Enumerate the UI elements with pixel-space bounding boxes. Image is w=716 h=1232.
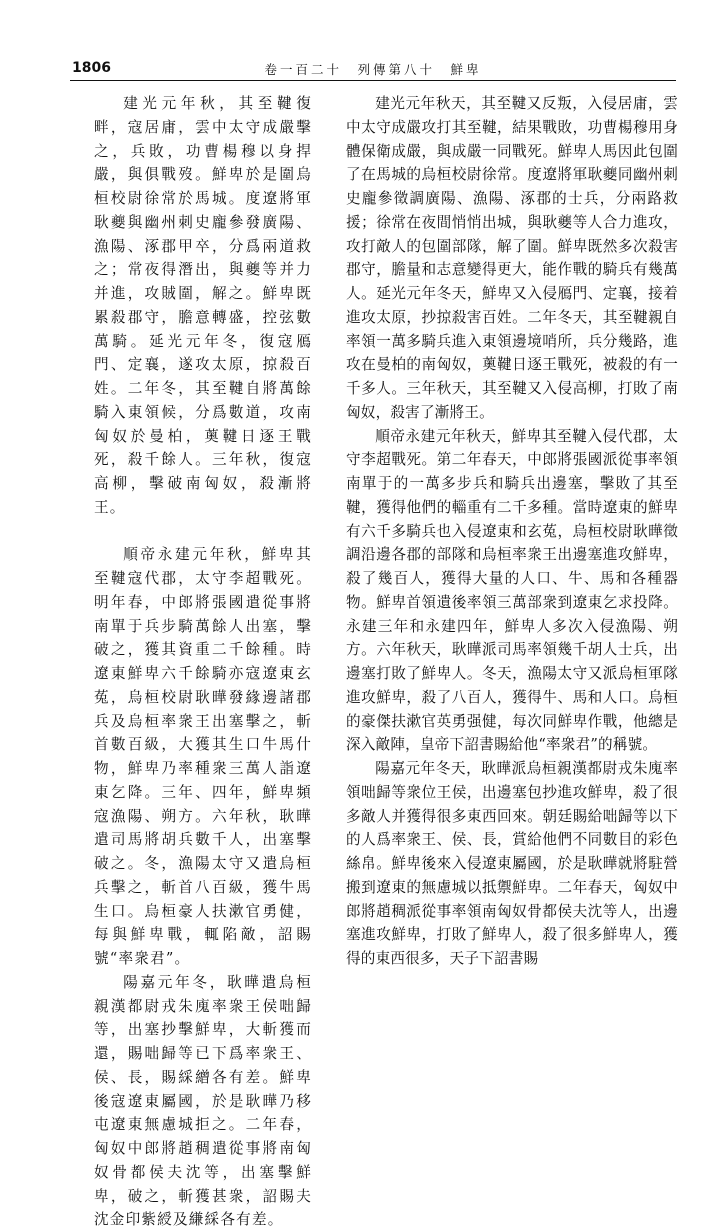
classical-paragraph: 順帝永建元年秋，鮮卑其至鞬寇代郡，太守李超戰死。明年春，中郎將張國遣從事將南單于兵步騎萬餘人出塞，擊破之，獲其資重二千餘種。時遼東鮮卑六千餘騎亦寇遼東玄菟，烏桓校尉耿曄發緣邊諸郡兵及烏桓率衆王出塞擊之，斬首數百級，大獲其生口牛馬什物，鮮卑乃率種衆三萬人詣遼東乞降。三年、四年，鮮卑頻寇漁陽、朔方。六年秋，耿曄遣司馬將胡兵數千人，出塞擊破之。冬，漁陽太守又遣烏桓兵擊之，斬首八百級，獲牛馬生口。烏桓豪人扶漱官勇健，每與鮮卑戰，輒陷敵，詔賜號“率衆君”。 bbox=[94, 546, 312, 967]
running-title: 卷一百二十 列傳第八十 鮮卑 bbox=[264, 62, 482, 77]
page-header bbox=[70, 58, 676, 81]
translation-paragraph: 建光元年秋天，其至鞬又反叛，入侵居庸，雲中太守成嚴攻打其至鞬，結果戰敗，功曹楊穆用身體保衛成嚴，與成嚴一同戰死。鮮卑人馬因此包圍了在馬城的烏桓校尉徐常。度遼將軍耿夔同幽州刺史龐參徵調廣陽、漁陽、涿郡的士兵，分兩路救援；徐常在夜間悄悄出城，與耿夔等人合力進攻，攻打敵人的包圍部隊，解了圍。鮮卑既然多次殺害郡守，膽量和志意變得更大，能作戰的騎兵有幾萬人。延光元年冬天，鮮卑又入侵鴈門、定襄，接着進攻太原，抄掠殺害百姓。二年冬天，其至鞬親自率領一萬多騎兵進入東領邊境哨所，兵分幾路，進攻在曼柏的南匈奴，薁鞬日逐王戰死，被殺的有一千多人。三年秋天，其至鞬又入侵高柳，打敗了南匈奴，殺害了漸將王。 bbox=[346, 95, 678, 421]
translation-paragraph: 順帝永建元年秋天，鮮卑其至鞬入侵代郡，太守李超戰死。第二年春天，中郎將張國派從事率領南單于的一萬多步兵和騎兵出邊塞，擊敗了其至鞬，獲得他們的輜重有二千多種。當時遼東的鮮卑有六千多騎兵也入侵遼東和玄菟，烏桓校尉耿曄徵調沿邊各郡的部隊和烏桓率衆王出邊塞進攻鮮卑，殺了幾百人，獲得大量的人口、牛、馬和各種器物。鮮卑首領遺後率領三萬部衆到遼東乞求投降。永建三年和永建四年，鮮卑人多次入侵漁陽、朔方。六年秋天，耿曄派司馬率領幾千胡人士兵，出邊塞打敗了鮮卑人。冬天，漁陽太守又派烏桓軍隊進攻鮮卑，殺了八百人，獲得牛、馬和人口。烏桓的豪傑扶漱官英勇强健，每次同鮮卑作戰，他總是深入敵陣，皇帝下詔書賜給他“率衆君”的稱號。 bbox=[346, 427, 678, 754]
classical-paragraph: 建光元年秋，其至鞬復畔，寇居庸，雲中太守成嚴擊之，兵敗，功曹楊穆以身捍嚴，與俱戰歿。鮮卑於是圍烏桓校尉徐常於馬城。度遼將軍耿夔與幽州刺史龐參發廣陽、漁陽、涿郡甲卒，分爲兩道救之；常夜得潛出，與夔等并力并進，攻賊圍，解之。鮮卑既累殺郡守，膽意轉盛，控弦數萬騎。延光元年冬，復寇鴈門、定襄，遂攻太原，掠殺百姓。二年冬，其至鞬自將萬餘騎入東領候，分爲數道，攻南匈奴於曼柏，薁鞬日逐王戰死，殺千餘人。三年秋，復寇高柳，擊破南匈奴，殺漸將王。 bbox=[94, 95, 312, 516]
classical-text-column bbox=[94, 92, 312, 1232]
page-number: 1806 bbox=[72, 60, 111, 76]
modern-translation-column bbox=[346, 92, 678, 971]
classical-paragraph: 陽嘉元年冬，耿曄遣烏桓親漢都尉戎朱廆率衆王侯咄歸等，出塞抄擊鮮卑，大斬獲而還，賜咄歸等已下爲率衆王、侯、長，賜綵繒各有差。鮮卑後寇遼東屬國，於是耿曄乃移屯遼東無慮城拒之。二年春，匈奴中郎將趙稠遣從事將南匈奴骨都侯夫沈等，出塞擊鮮卑，破之，斬獲甚衆，詔賜夫沈金印紫綬及縑綵各有差。 bbox=[94, 973, 312, 1229]
translation-paragraph: 陽嘉元年冬天，耿曄派烏桓親漢都尉戎朱廆率領咄歸等衆位王侯，出邊塞包抄進攻鮮卑，殺了很多敵人并獲得很多東西回來。朝廷賜給咄歸等以下的人爲率衆王、侯、長，賞給他們不同數目的彩色絲帛。鮮卑後來入侵遼東屬國，於是耿曄就將駐營搬到遼東的無慮城以抵禦鮮卑。二年春天，匈奴中郎將趙稠派從事率領南匈奴骨都侯夫沈等人，出邊塞進攻鮮卑，打敗了鮮卑人，殺了很多鮮卑人，獲得的東西很多，天子下詔書賜 bbox=[346, 760, 678, 967]
